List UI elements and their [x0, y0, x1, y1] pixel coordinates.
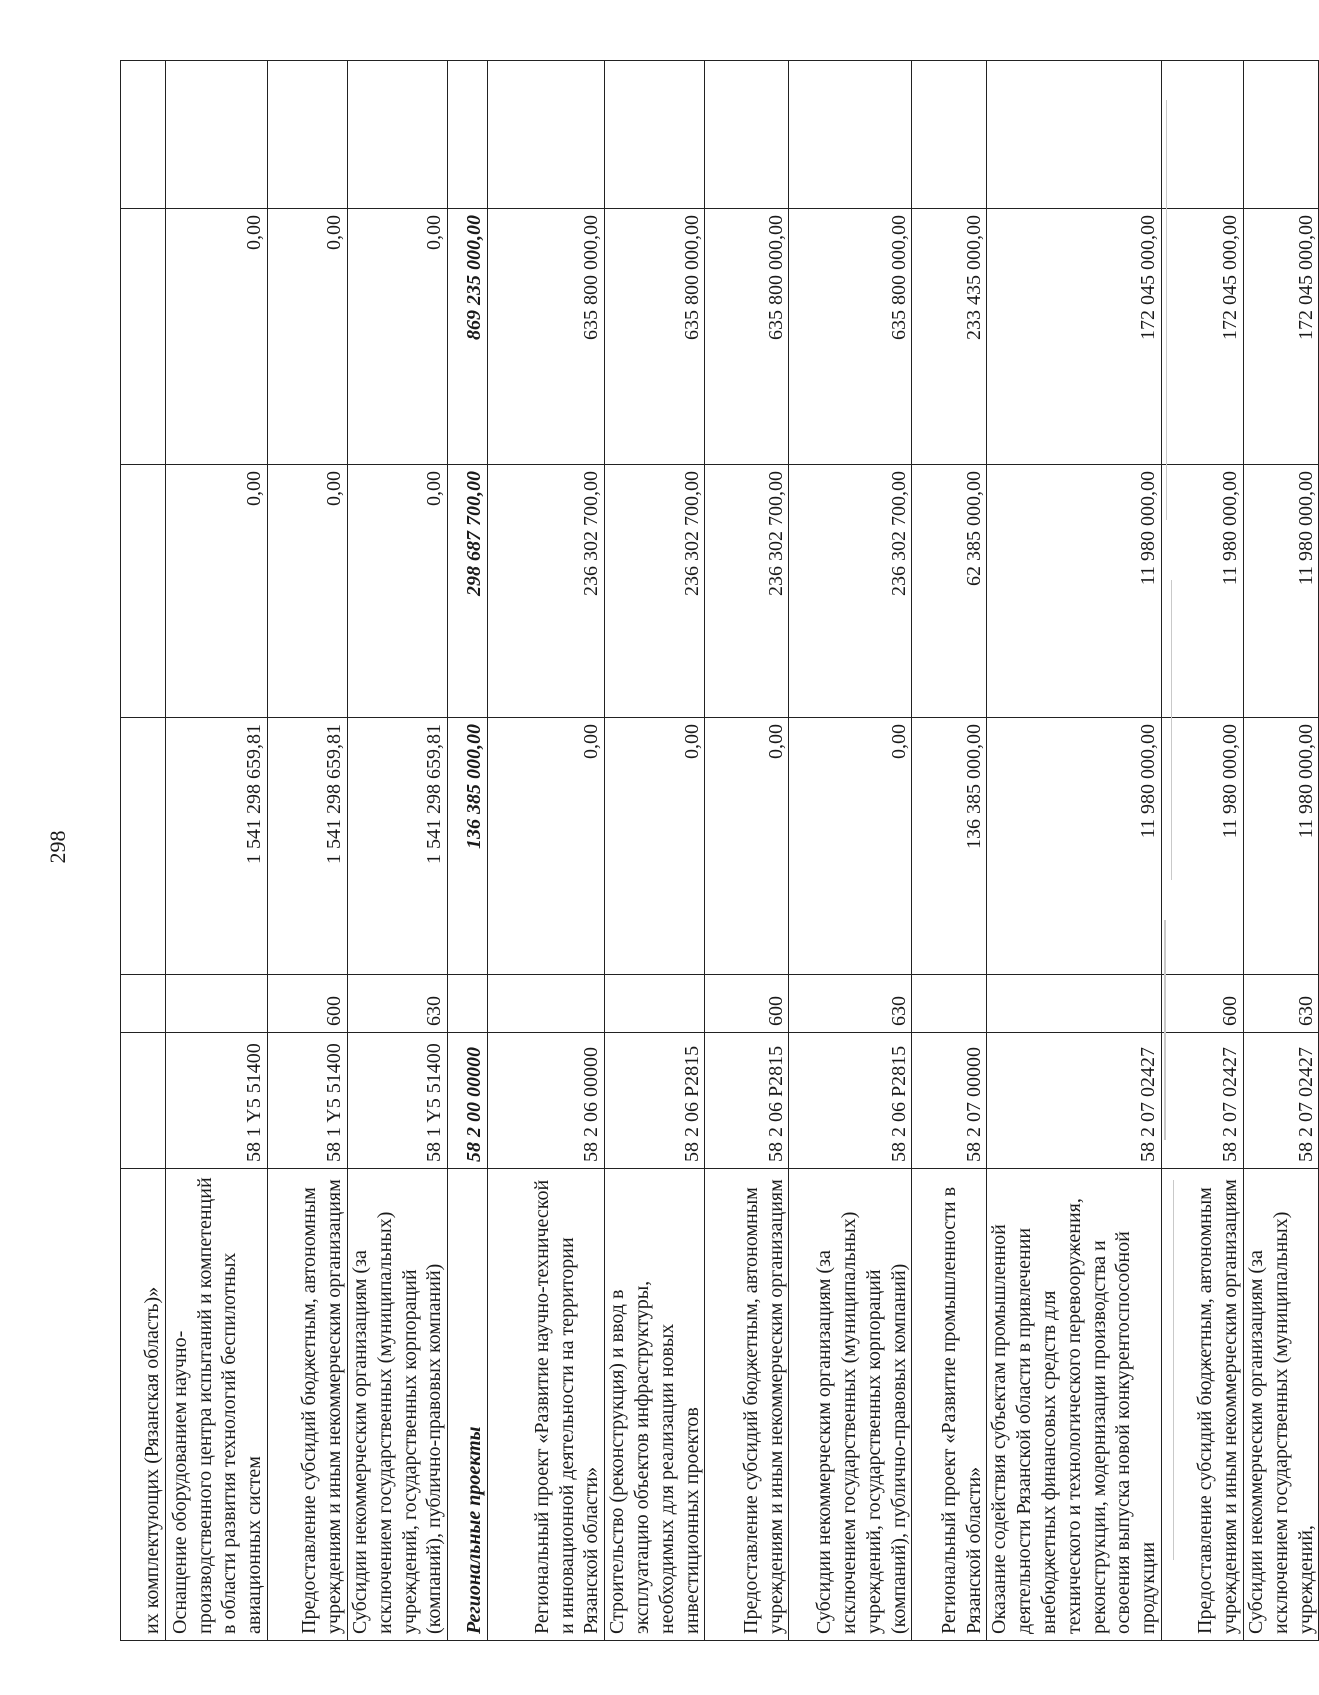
budget-code: 58 2 07 02427	[1243, 1033, 1318, 1169]
table-row	[348, 61, 448, 1641]
budget-code: 58 1 Y5 51400	[348, 1033, 448, 1169]
empty-cell	[705, 61, 789, 209]
table-row	[121, 61, 166, 1641]
expense-type: 630	[1243, 975, 1318, 1033]
amount-year-3: 172 045 000,00	[1243, 209, 1318, 465]
budget-code: 58 2 07 02427	[987, 1033, 1162, 1169]
empty-cell	[448, 61, 488, 209]
table-row	[1243, 61, 1318, 1641]
expense-type: 630	[348, 975, 448, 1033]
amount-year-3: 635 800 000,00	[789, 209, 912, 465]
expense-type	[166, 975, 268, 1033]
expense-type: 600	[705, 975, 789, 1033]
expense-type	[121, 975, 166, 1033]
budget-code: 58 2 06 P2815	[789, 1033, 912, 1169]
table-row	[789, 61, 912, 1641]
amount-year-2: 0,00	[166, 465, 268, 718]
table-row	[488, 61, 605, 1641]
amount-year-2: 0,00	[268, 465, 348, 718]
expense-type	[448, 975, 488, 1033]
amount-year-1: 11 980 000,00	[987, 718, 1162, 975]
amount-year-2: 236 302 700,00	[705, 465, 789, 718]
amount-year-1: 0,00	[705, 718, 789, 975]
scan-edge-noise	[1162, 60, 1178, 1620]
table-row	[705, 61, 789, 1641]
amount-year-2: 0,00	[348, 465, 448, 718]
amount-year-3: 172 045 000,00	[987, 209, 1162, 465]
budget-code: 58 2 06 P2815	[705, 1033, 789, 1169]
amount-year-1: 1 541 298 659,81	[166, 718, 268, 975]
row-name: Региональные проекты	[448, 1169, 488, 1641]
budget-code: 58 2 06 00000	[488, 1033, 605, 1169]
amount-year-3: 0,00	[268, 209, 348, 465]
amount-year-2: 236 302 700,00	[488, 465, 605, 718]
budget-table-frame	[120, 61, 1317, 1641]
amount-year-1: 0,00	[605, 718, 705, 975]
amount-year-1: 1 541 298 659,81	[348, 718, 448, 975]
amount-year-3: 635 800 000,00	[488, 209, 605, 465]
empty-cell	[789, 61, 912, 209]
page-number: 298	[45, 830, 70, 864]
budget-code: 58 2 07 00000	[912, 1033, 987, 1169]
amount-year-1: 136 385 000,00	[912, 718, 987, 975]
budget-code: 58 2 07 02427	[1161, 1033, 1243, 1169]
expense-type: 600	[1161, 975, 1243, 1033]
table-body	[121, 61, 1319, 1641]
row-name: Субсидии некоммерческим организациям (за исключением государственных (муниципальных) учреждений, государственных корпораций (компаний), публично-правовых компаний)	[789, 1169, 912, 1641]
budget-code	[121, 1033, 166, 1169]
empty-cell	[987, 61, 1162, 209]
row-name: их комплектующих (Рязанская область)»	[121, 1169, 166, 1641]
table-row	[987, 61, 1162, 1641]
table-row	[448, 61, 488, 1641]
table-row	[912, 61, 987, 1641]
amount-year-2: 11 980 000,00	[1161, 465, 1243, 718]
amount-year-2: 11 980 000,00	[987, 465, 1162, 718]
table-row	[268, 61, 348, 1641]
amount-year-2: 236 302 700,00	[789, 465, 912, 718]
row-name: Строительство (реконструкция) и ввод в эксплуатацию объектов инфраструктуры, необходимых для реализации новых инвестиционных проектов	[605, 1169, 705, 1641]
expense-type	[987, 975, 1162, 1033]
row-name: Предоставление субсидий бюджетным, автономным учреждениям и иным некоммерческим организациям	[268, 1169, 348, 1641]
amount-year-3: 0,00	[348, 209, 448, 465]
empty-cell	[166, 61, 268, 209]
amount-year-3: 635 800 000,00	[705, 209, 789, 465]
expense-type	[912, 975, 987, 1033]
expense-type: 600	[268, 975, 348, 1033]
amount-year-1: 136 385 000,00	[448, 718, 488, 975]
budget-code: 58 1 Y5 51400	[166, 1033, 268, 1169]
empty-cell	[121, 61, 166, 209]
amount-year-3: 233 435 000,00	[912, 209, 987, 465]
budget-code: 58 2 00 00000	[448, 1033, 488, 1169]
empty-cell	[268, 61, 348, 209]
amount-year-1	[121, 718, 166, 975]
row-name: Субсидии некоммерческим организациям (за исключением государственных (муниципальных) учреждений,	[1243, 1169, 1318, 1641]
row-name: Оснащение оборудованием научно-производственного центра испытаний и компетенций в области развития технологий беспилотных авиационных систем	[166, 1169, 268, 1641]
amount-year-2: 62 385 000,00	[912, 465, 987, 718]
amount-year-2: 298 687 700,00	[448, 465, 488, 718]
row-name: Предоставление субсидий бюджетным, автономным учреждениям и иным некоммерческим организациям	[1161, 1169, 1243, 1641]
amount-year-1: 1 541 298 659,81	[268, 718, 348, 975]
empty-cell	[1243, 61, 1318, 209]
amount-year-3: 172 045 000,00	[1161, 209, 1243, 465]
expense-type	[488, 975, 605, 1033]
empty-cell	[912, 61, 987, 209]
amount-year-2: 236 302 700,00	[605, 465, 705, 718]
budget-code: 58 2 06 P2815	[605, 1033, 705, 1169]
row-name: Оказание содействия субъектам промышленной деятельности Рязанской области в привлечении внебюджетных финансовых средств для технического и технологического перевооружения, реконструкции, модернизации производства и освоения выпуска новой конкурентоспособной продукции	[987, 1169, 1162, 1641]
expense-type	[605, 975, 705, 1033]
row-name: Региональный проект «Развитие научно-технической и инновационной деятельности на территории Рязанской области»	[488, 1169, 605, 1641]
row-name: Субсидии некоммерческим организациям (за исключением государственных (муниципальных) учреждений, государственных корпораций (компаний), публично-правовых компаний)	[348, 1169, 448, 1641]
amount-year-3: 869 235 000,00	[448, 209, 488, 465]
budget-code: 58 1 Y5 51400	[268, 1033, 348, 1169]
budget-table	[120, 60, 1319, 1641]
table-row	[605, 61, 705, 1641]
amount-year-1: 11 980 000,00	[1161, 718, 1243, 975]
amount-year-3: 0,00	[166, 209, 268, 465]
expense-type: 630	[789, 975, 912, 1033]
row-name: Региональный проект «Развитие промышленности в Рязанской области»	[912, 1169, 987, 1641]
amount-year-1: 11 980 000,00	[1243, 718, 1318, 975]
empty-cell	[488, 61, 605, 209]
amount-year-3: 635 800 000,00	[605, 209, 705, 465]
amount-year-2: 11 980 000,00	[1243, 465, 1318, 718]
amount-year-1: 0,00	[789, 718, 912, 975]
empty-cell	[348, 61, 448, 209]
row-name: Предоставление субсидий бюджетным, автономным учреждениям и иным некоммерческим организациям	[705, 1169, 789, 1641]
amount-year-2	[121, 465, 166, 718]
amount-year-1: 0,00	[488, 718, 605, 975]
table-row	[166, 61, 268, 1641]
empty-cell	[605, 61, 705, 209]
amount-year-3	[121, 209, 166, 465]
